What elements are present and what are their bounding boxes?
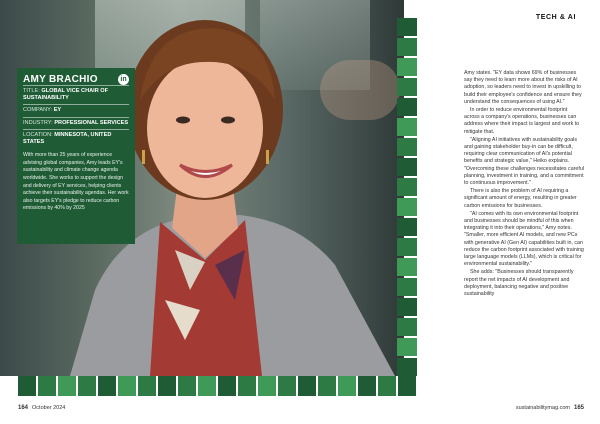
- page-number-right: 165: [573, 405, 584, 411]
- profile-row-value: PROFESSIONAL SERVICES: [54, 119, 129, 126]
- profile-description: With more than 25 years of experience advising global companies, Amy leads EY's sustainability and climate change agenda worldwide. She works to support the design and delivery of EY services, helping clients achieve their sustainability agendas. Her work also targets EY's pledge to reduce carbon emissions by 40% by 2025: [23, 152, 129, 212]
- decorative-green-row: [18, 376, 416, 396]
- article-paragraph: "AI comes with its own environmental footprint and businesses should be mindful of this when integrating it into their operations," Amy notes. "Smaller, more efficient AI models, and new PCs with generative AI (Gen AI) capabilities built in, can reduce the carbon footprint associated with training large language models (LLMs), which is critical for environmental sustainability.": [464, 210, 584, 268]
- article-paragraph: In order to reduce environmental footprint across a company's operations, businesses can address where their impact is largest and work to mitigate that.: [464, 107, 580, 135]
- section-kicker: TECH & AI: [535, 14, 576, 21]
- issue-date: October 2024: [32, 405, 66, 411]
- site-link[interactable]: sustainabilitymag.com: [515, 405, 570, 411]
- profile-row-value: MINNESOTA, UNITED STATES: [23, 131, 112, 146]
- profile-location-row: [23, 129, 129, 148]
- profile-card: [17, 68, 135, 244]
- article-paragraph: She adds: "Businesses should transparently report the net impacts of AI development and deployment, balancing negative and positive sustainability: [464, 269, 574, 298]
- footer-right: [516, 405, 584, 411]
- profile-row-value: GLOBAL VICE CHAIR OF SUSTAINABILITY: [23, 88, 109, 102]
- decorative-green-column: [397, 18, 417, 378]
- article-paragraph: "Aligning AI initiatives with sustainability goals and gaining stakeholder buy-in can be difficult, requiring clear communication of AI's potential benefits and strategic value," Heiko explains. "Overcoming these challenges necessitates careful planning, investment in training, and a commitment to continuous improvement.": [464, 136, 584, 187]
- article-paragraph: Amy states. "EY data shows 69% of businesses say they need to learn more about the risks of AI adoption, so leaders need to invest in upskilling to build their employee's confidence and ensure they understand the consequences of using AI.": [464, 70, 582, 105]
- profile-company-row: [23, 104, 129, 116]
- profile-row-label: LOCATION:: [23, 131, 53, 138]
- profile-row-label: INDUSTRY:: [23, 119, 53, 126]
- footer-left: [18, 405, 65, 411]
- linkedin-icon[interactable]: in: [118, 74, 129, 85]
- article-paragraph: There is also the problem of AI requiring a significant amount of energy, resulting in greater carbon emissions for businesses.: [464, 188, 577, 209]
- profile-name: AMY BRACHIO: [23, 74, 98, 85]
- profile-industry-row: [23, 117, 129, 129]
- article-column: [464, 70, 584, 299]
- profile-row-label: TITLE:: [23, 88, 40, 94]
- profile-row-value: EY: [53, 107, 62, 114]
- page-number-left: 164: [18, 405, 29, 411]
- profile-title-row: [23, 85, 129, 104]
- profile-row-label: COMPANY:: [23, 107, 53, 114]
